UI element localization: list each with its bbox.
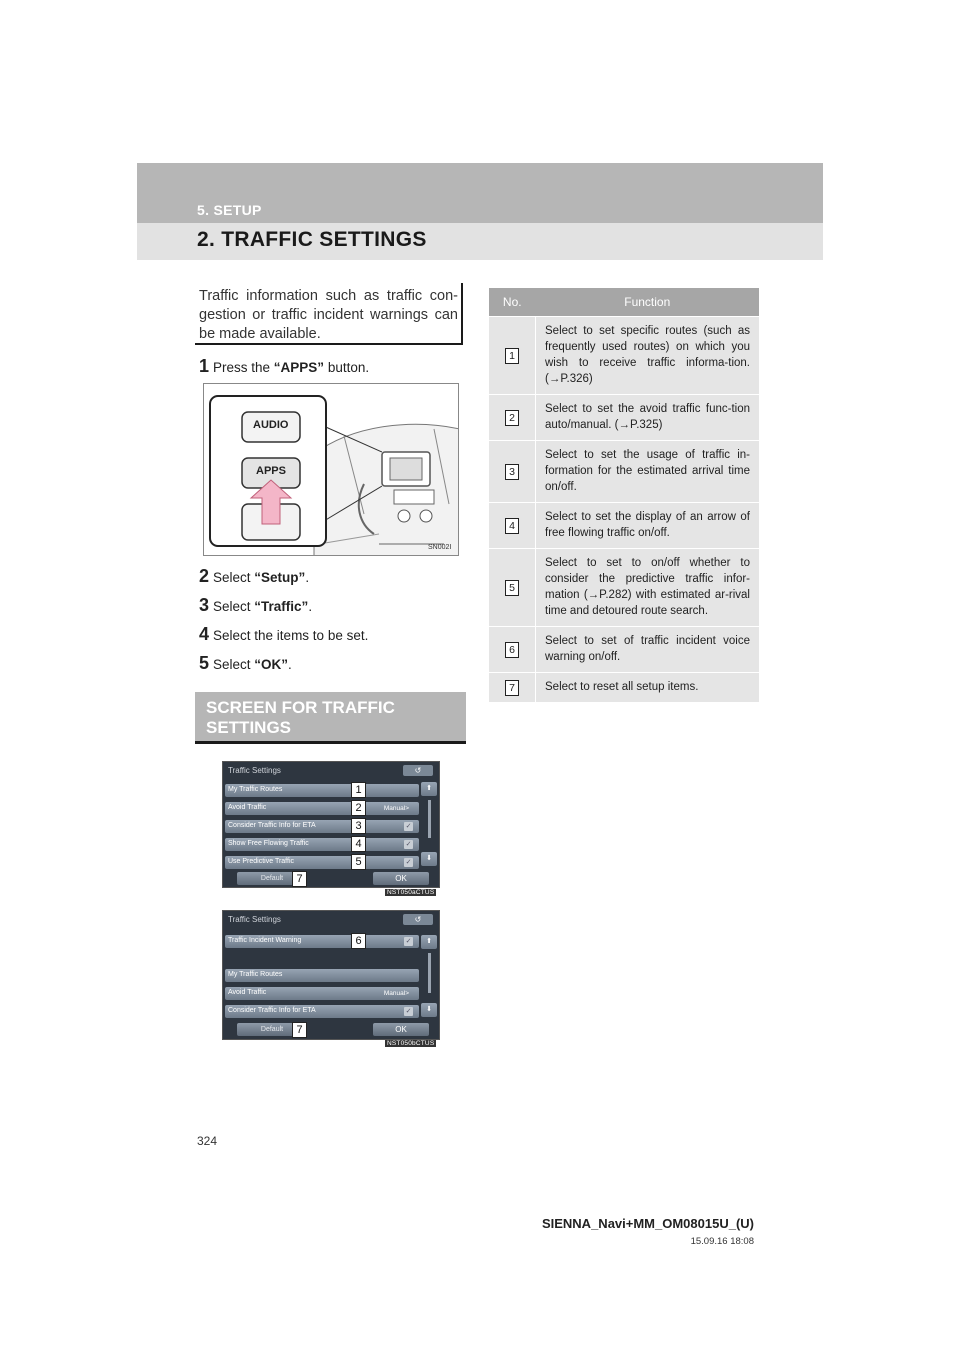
callout-marker-7: 7	[292, 871, 307, 887]
table-row	[489, 317, 759, 395]
table-row	[489, 549, 759, 627]
step-2: 2 Select “Setup”.	[199, 566, 310, 586]
down-arrow-icon: ⬇	[426, 855, 432, 862]
audio-button-label: AUDIO	[253, 419, 289, 431]
table-row	[489, 673, 759, 703]
column-header-function: Function	[536, 288, 760, 317]
screen-2-code: NST050bCTUS	[387, 1040, 435, 1047]
row-traffic-incident-warning[interactable]: Traffic Incident Warning ✓	[225, 935, 419, 948]
default-button[interactable]: Default	[237, 872, 307, 885]
avoid-traffic-value: Manual>	[383, 805, 409, 812]
callout-marker-4: 4	[351, 836, 366, 852]
up-arrow-icon: ⬆	[426, 938, 432, 945]
callout-marker-3: 3	[351, 818, 366, 834]
row-number: 5	[505, 580, 519, 596]
check-icon: ✓	[405, 938, 412, 945]
row-consider-traffic-eta[interactable]: Consider Traffic Info for ETA ✓	[225, 1005, 419, 1018]
row-number: 6	[505, 642, 519, 658]
column-header-no: No.	[489, 288, 536, 317]
screen-section-header: SCREEN FOR TRAFFIC SETTINGS	[195, 692, 466, 744]
step-4: 4 Select the items to be set.	[199, 624, 369, 644]
photo-code: SN002I	[428, 544, 452, 551]
default-button[interactable]: Default	[237, 1023, 307, 1036]
step-5: 5 Select “OK”.	[199, 653, 292, 673]
dashboard-illustration	[204, 384, 459, 556]
back-button[interactable]	[403, 765, 433, 776]
check-icon: ✓	[405, 1008, 412, 1015]
back-arrow-icon: ↺	[414, 915, 422, 924]
row-description: Select to reset all setup items.	[536, 673, 760, 703]
scroll-up-button[interactable]	[421, 782, 437, 796]
callout-marker-1: 1	[351, 782, 366, 798]
ok-button[interactable]: OK	[373, 1023, 429, 1036]
apps-button-label: APPS	[256, 465, 286, 477]
callout-marker-7: 7	[292, 1022, 307, 1038]
section-label: 5. SETUP	[197, 202, 262, 218]
scroll-up-button[interactable]	[421, 935, 437, 949]
up-arrow-icon: ⬆	[426, 785, 432, 792]
row-my-traffic-routes[interactable]: My Traffic Routes	[225, 784, 419, 797]
scrollbar-track[interactable]	[428, 800, 431, 838]
step-3: 3 Select “Traffic”.	[199, 595, 313, 615]
function-table	[489, 288, 759, 702]
table-row	[489, 627, 759, 673]
step-1: 1 Press the “APPS” button.	[199, 356, 370, 376]
callout-marker-5: 5	[351, 854, 366, 870]
row-description: Select to set the usage of traffic in-formation for the estimated arrival time on/off.	[536, 441, 760, 503]
ok-button[interactable]: OK	[373, 872, 429, 885]
traffic-settings-screen-1	[222, 761, 440, 888]
check-icon: ✓	[405, 859, 412, 866]
row-description: Select to set the avoid traffic func-tion auto/manual. (→P.325)	[536, 395, 760, 441]
row-avoid-traffic[interactable]: Avoid Traffic Manual>	[225, 802, 419, 815]
scroll-down-button[interactable]	[421, 852, 437, 866]
avoid-traffic-value: Manual>	[383, 990, 409, 997]
scrollbar-track[interactable]	[428, 953, 431, 993]
page-number: 324	[197, 1134, 218, 1148]
row-number: 1	[505, 348, 519, 364]
check-icon: ✓	[405, 841, 412, 848]
console-photo	[203, 383, 459, 556]
table-header-row	[489, 288, 759, 317]
back-button[interactable]	[403, 914, 433, 925]
table-row	[489, 395, 759, 441]
row-avoid-traffic[interactable]: Avoid Traffic Manual>	[225, 987, 419, 1000]
table-row	[489, 503, 759, 549]
page-title: 2. TRAFFIC SETTINGS	[197, 228, 427, 251]
table-row	[489, 441, 759, 503]
document-id: SIENNA_Navi+MM_OM08015U_(U)	[541, 1216, 754, 1231]
row-description: Select to set to on/off whether to consider the predictive traffic infor-mation (→P.282) with estimated ar-rival time and detoured route search.	[536, 549, 760, 627]
callout-marker-6: 6	[351, 933, 366, 949]
row-description: Select to set specific routes (such as frequently used routes) on which you wish to receive traffic informa-tion. (→P.326)	[536, 317, 760, 395]
row-consider-traffic-eta[interactable]: Consider Traffic Info for ETA ✓	[225, 820, 419, 833]
row-description: Select to set of traffic incident voice warning on/off.	[536, 627, 760, 673]
row-number: 3	[505, 464, 519, 480]
document-date: 15.09.16 18:08	[690, 1236, 754, 1247]
callout-marker-2: 2	[351, 800, 366, 816]
row-my-traffic-routes[interactable]: My Traffic Routes	[225, 969, 419, 982]
row-number: 2	[505, 410, 519, 426]
scroll-down-button[interactable]	[421, 1003, 437, 1017]
row-number: 7	[505, 680, 519, 696]
intro-box: Traffic information such as traffic con-gestion or traffic incident warnings can be made available.	[195, 283, 463, 345]
screen-title: Traffic Settings	[228, 766, 281, 775]
screen-title: Traffic Settings	[228, 915, 281, 924]
row-number: 4	[505, 518, 519, 534]
check-icon: ✓	[405, 823, 412, 830]
row-use-predictive[interactable]: Use Predictive Traffic ✓	[225, 856, 419, 869]
down-arrow-icon: ⬇	[426, 1006, 432, 1013]
row-description: Select to set the display of an arrow of free flowing traffic on/off.	[536, 503, 760, 549]
screen-1-code: NST050aCTUS	[387, 889, 435, 896]
traffic-settings-screen-2	[222, 910, 440, 1040]
back-arrow-icon: ↺	[414, 766, 422, 775]
row-show-free-flowing[interactable]: Show Free Flowing Traffic ✓	[225, 838, 419, 851]
